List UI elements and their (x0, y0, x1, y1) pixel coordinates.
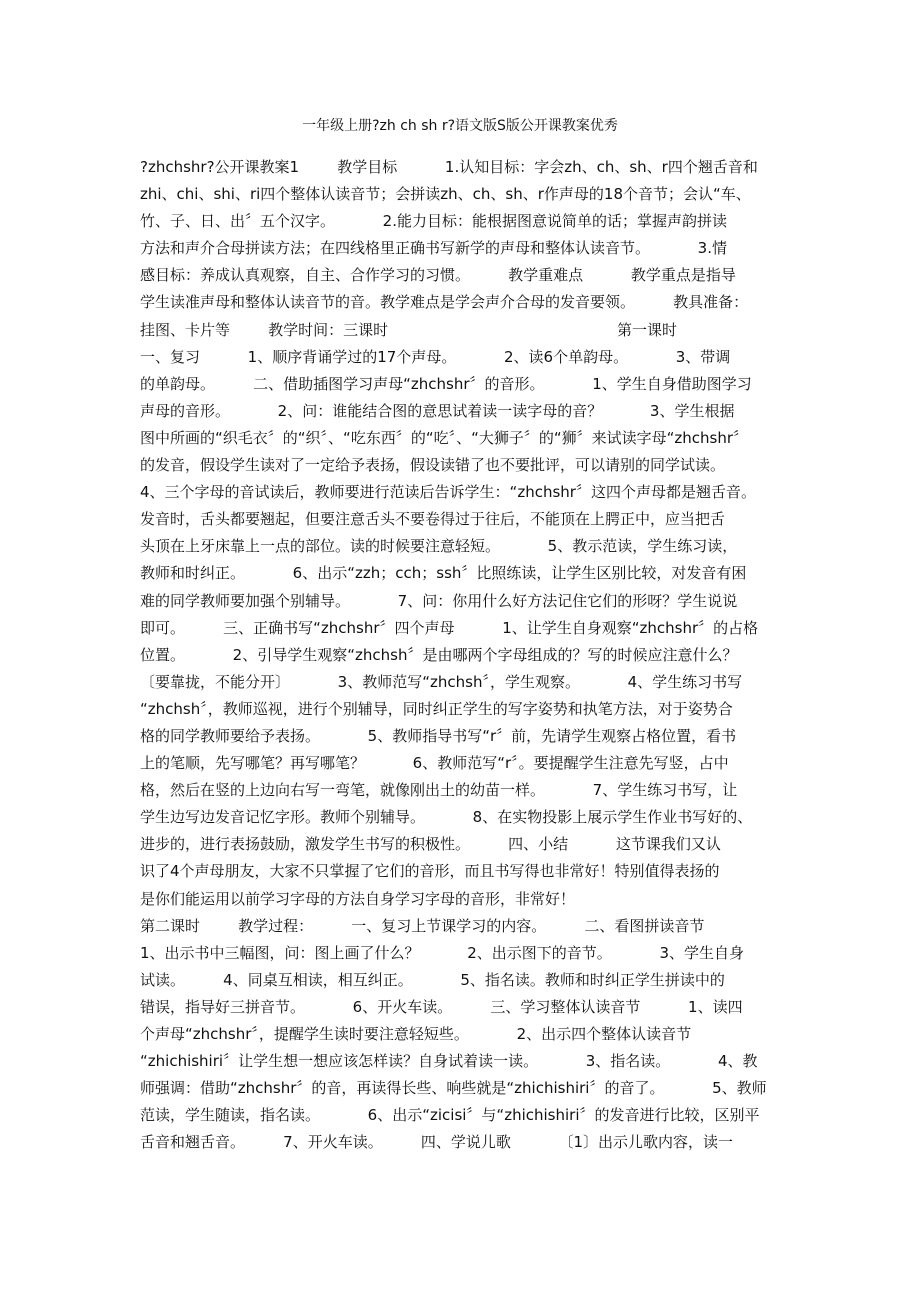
text-line: 学生边写边发音记忆字形。教师个别辅导。 8、在实物投影上展示学生作业书写好的、 (140, 808, 753, 827)
text-line: 范读，学生随读，指名读。 6、出示“zicisi〞与“zhichishiri〞的发音进行比较，区别平 (140, 1106, 760, 1125)
text-line: 即可。 三、正确书写“zhchshr〞四个声母 1、让学生自身观察“zhchshr〞的占格 (140, 618, 759, 637)
text-line: 〔要靠拢，不能分开〕 3、教师范写“zhchsh〞，学生观察。 4、学生练习书写 (140, 672, 743, 691)
text-line: 竹、子、日、出〞五个汉字。 2.能力目标：能根据图意说简单的话；掌握声韵拼读 (140, 212, 727, 231)
text-line: 的发音，假设学生读对了一定给予表扬，假设读错了也不要批评，可以请别的同学试读。 (140, 456, 726, 475)
text-line: 一、复习 1、顺序背诵学过的17个声母。 2、读6个单韵母。 3、带调 (140, 347, 731, 366)
text-line: 教师和时纠正。 6、出示“zzh；cch；ssh〞比照练读，让学生区别比较，对发音有困 (140, 564, 747, 583)
text-line: 挂图、卡片等 教学时间：三课时 第一课时 (140, 320, 678, 339)
text-line: 第二课时 教学过程： 一、复习上节课学习的内容。 二、看图拼读音节 (140, 916, 705, 935)
text-line: 发音时，舌头都要翘起，但要注意舌头不要卷得过于往后，不能顶在上腭正中，应当把舌 (140, 510, 726, 529)
text-line: 进步的，进行表扬鼓励，激发学生书写的积极性。 四、小结 这节课我们又认 (140, 835, 721, 854)
text-line: 师强调：借助“zhchshr〞的音，再读得长些、响些就是“zhichishiri〞的音了。 5、教师 (140, 1079, 767, 1098)
text-line: 格的同学教师要给予表扬。 5、教师指导书写“r〞前，先请学生观察占格位置，看书 (140, 726, 737, 745)
text-line: 上的笔顺，先写哪笔？再写哪笔？ 6、教师范写“r〞。要提醒学生注意先写竖，占中 (140, 754, 729, 773)
text-line: 试读。 4、同桌互相读，相互纠正。 5、指名读。教师和时纠正学生拼读中的 (140, 970, 725, 989)
text-line: 声母的音形。 2、问：谁能结合图的意思试着读一读字母的音？ 3、学生根据 (140, 401, 735, 420)
text-line: 位置。 2、引导学生观察“zhchsh〞是由哪两个字母组成的？写的时候应注意什么？ (140, 645, 738, 664)
text-line: zhi、chi、shi、ri四个整体认读音节；会拼读zh、ch、sh、r作声母的18个音节；会认“车、 (140, 185, 751, 204)
text-line: 的单韵母。 二、借助插图学习声母“zhchshr〞的音形。 1、学生自身借助图学习 (140, 374, 752, 393)
text-line: 感目标：养成认真观察，自主、合作学习的习惯。 教学重难点 教学重点是指导 (140, 266, 736, 285)
text-line: “zhichishiri〞让学生想一想应该怎样读？自身试着读一读。 3、指名读。 4、教 (140, 1052, 758, 1071)
text-line: 错误，指导好三拼音节。 6、开火车读。 三、学习整体认读音节 1、读四 (140, 997, 743, 1016)
text-line: 学生读准声母和整体认读音节的音。教学难点是学会声介合母的发音要领。 教具准备： (140, 293, 749, 312)
text-line: 方法和声介合母拼读方法；在四线格里正确书写新学的声母和整体认读音节。 3.情 (140, 239, 727, 258)
document-body (140, 154, 780, 1156)
text-line: 头顶在上牙床靠上一点的部位。读的时候要注意轻短。 5、教示范读，学生练习读， (140, 537, 738, 556)
text-line: 1、出示书中三幅图，问：图上画了什么？ 2、出示图下的音节。 3、学生自身 (140, 943, 744, 962)
text-line: 格，然后在竖的上边向右写一弯笔，就像刚出土的幼苗一样。 7、学生练习书写，让 (140, 781, 738, 800)
text-line: 难的同学教师要加强个别辅导。 7、问：你用什么好方法记住它们的形呀？学生说说 (140, 591, 738, 610)
text-line: ?zhchshr?公开课教案1 教学目标 1.认知目标：字会zh、ch、sh、r四个翘舌音和 (140, 158, 758, 176)
document-title: 一年级上册?zh ch sh r?语文版S版公开课教案优秀 (302, 118, 618, 134)
text-line: “zhchsh〞，教师巡视，进行个别辅导，同时纠正学生的写字姿势和执笔方法，对于姿势合 (140, 699, 733, 718)
text-line: 个声母“zhchshr〞，提醒学生读时要注意轻短些。 2、出示四个整体认读音节 (140, 1025, 692, 1043)
text-line: 是你们能运用以前学习字母的方法自身学习字母的音形，非常好！ (140, 889, 576, 908)
text-line: 舌音和翘舌音。 7、开火车读。 四、学说儿歌 〔1〕出示儿歌内容，读一 (140, 1133, 734, 1152)
text-line: 4、三个字母的音试读后，教师要进行范读后告诉学生：“zhchshr〞这四个声母都是翘舌音。 (140, 483, 756, 502)
text-line: 图中所画的“织毛衣〞的“织〞、“吃东西〞的“吃〞、“大狮子〞的“狮〞来试读字母“zhchshr〞 (140, 428, 749, 447)
text-line: 识了4个声母朋友，大家不只掌握了它们的音形，而且书写得也非常好！特别值得表扬的 (140, 862, 720, 881)
